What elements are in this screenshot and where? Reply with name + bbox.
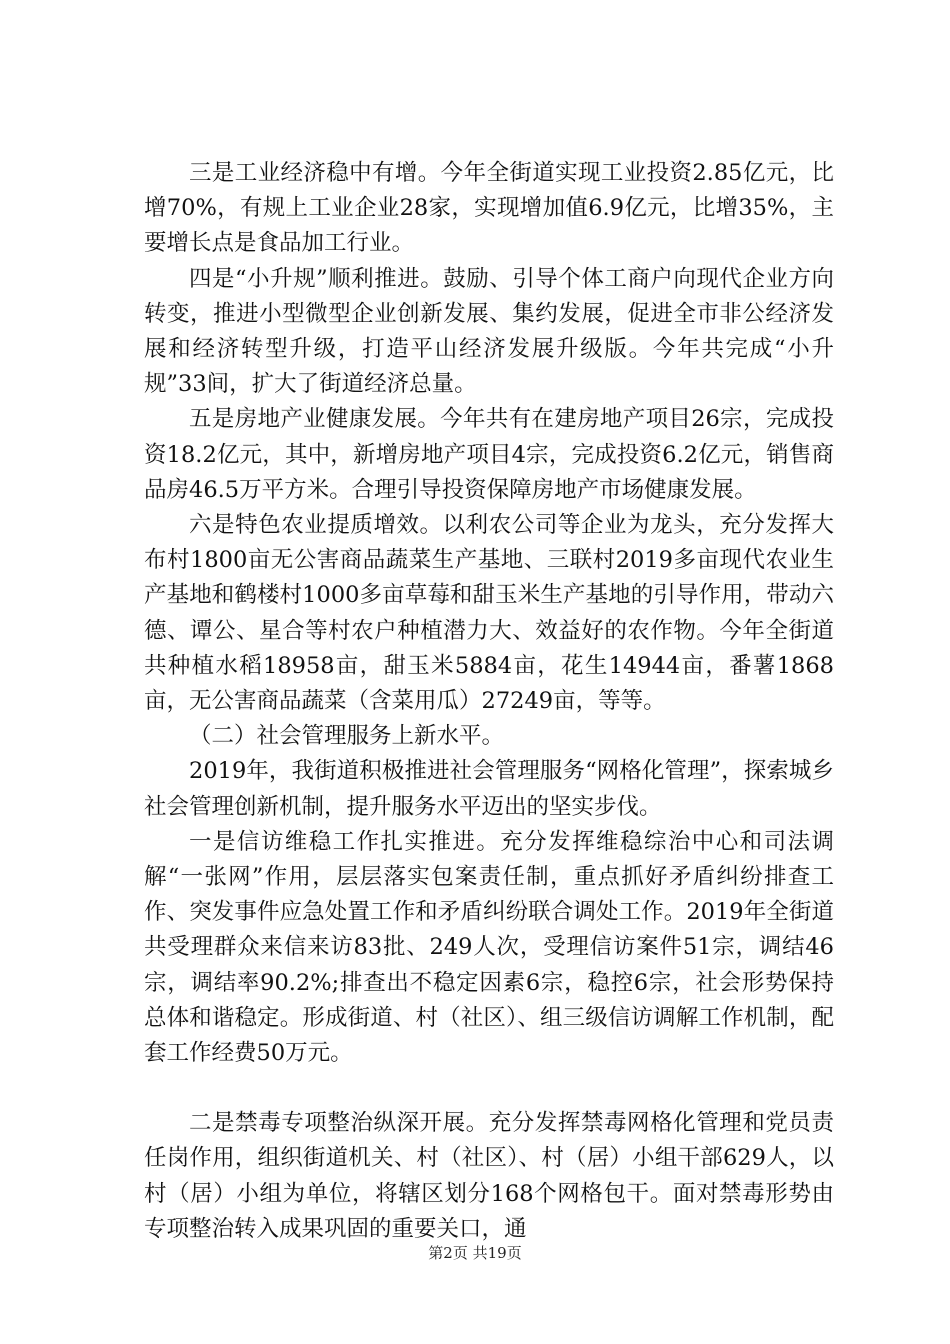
paragraph-anti-drug: 二是禁毒专项整治纵深开展。充分发挥禁毒网格化管理和党员责任岗作用，组织街道机关、村（社区）、村（居）小组干部629人，以村（居）小组为单位，将辖区划分168个网格包干。面对禁毒形势由专项整治转入成果巩固的重要关口，通 <box>144 1110 834 1242</box>
paragraph-agriculture: 六是特色农业提质增效。以利农公司等企业为龙头，充分发挥大布村1800亩无公害商品蔬菜生产基地、三联村2019多亩现代农业生产基地和鹤楼村1000多亩草莓和甜玉米生产基地的引导作用，带动六德、谭公、星合等村农户种植潜力大、效益好的农作物。今年全街道共种植水稻18958亩，甜玉米5884亩，花生14944亩，番薯1868亩，无公害商品蔬菜（含菜用瓜）27249亩，等等。 <box>144 512 834 715</box>
paragraph-real-estate: 五是房地产业健康发展。今年共有在建房地产项目26宗，完成投资18.2亿元，其中，新增房地产项目4宗，完成投资6.2亿元，销售商品房46.5万平方米。合理引导投资保障房地产市场健康发展。 <box>144 406 834 503</box>
paragraph-industry: 三是工业经济稳中有增。今年全街道实现工业投资2.85亿元，比增70%，有规上工业企业28家，实现增加值6.9亿元，比增35%，主要增长点是食品加工行业。 <box>144 160 834 257</box>
document-body <box>144 156 834 1247</box>
paragraph-small-to-large: 四是“小升规”顺利推进。鼓励、引导个体工商户向现代企业方向转变，推进小型微型企业创新发展、集约发展，促进全市非公经济发展和经济转型升级，打造平山经济发展升级版。今年共完成“小升规”33间，扩大了街道经济总量。 <box>144 265 834 398</box>
page-footer: 第2页 共19页 <box>428 1244 522 1262</box>
section-heading-social-management: （二）社会管理服务上新水平。 <box>189 723 505 750</box>
paragraph-grid-management: 2019年，我街道积极推进社会管理服务“网格化管理”，探索城乡社会管理创新机制，提升服务水平迈出的坚实步伐。 <box>144 758 834 820</box>
paragraph-petition-stability: 一是信访维稳工作扎实推进。充分发挥维稳综治中心和司法调解“一张网”作用，层层落实包案责任制，重点抓好矛盾纠纷排查工作、突发事件应急处置工作和矛盾纠纷联合调处工作。2019年全街道共受理群众来信来访83批、249人次，受理信访案件51宗，调结46宗，调结率90.2%;排查出不稳定因素6宗，稳控6宗，社会形势保持总体和谐稳定。形成街道、村（社区）、组三级信访调解工作机制，配套工作经费50万元。 <box>144 828 834 1067</box>
